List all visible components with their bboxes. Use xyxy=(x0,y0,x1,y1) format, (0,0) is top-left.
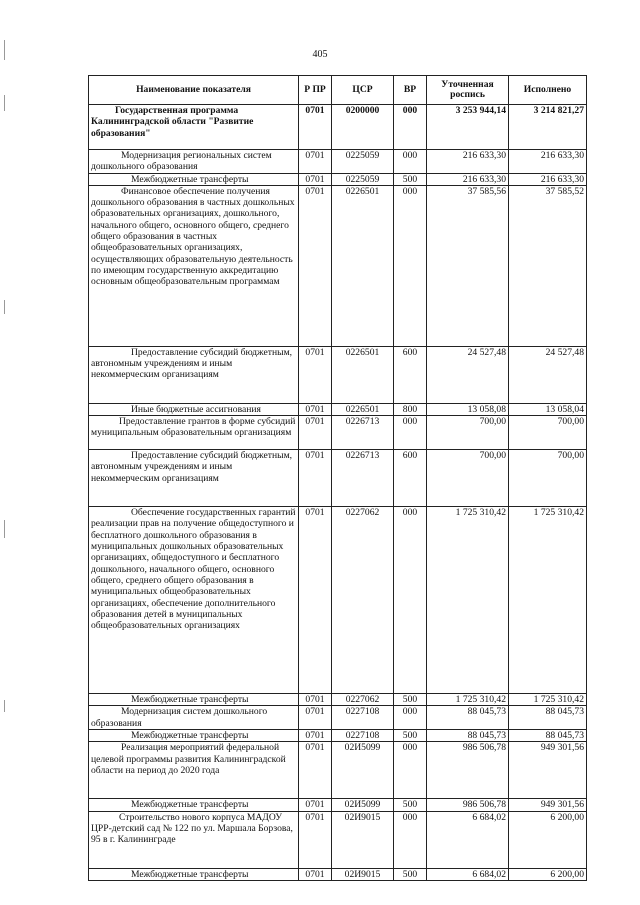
cell-csr: 0226501 xyxy=(332,346,394,403)
cell-csr: 0226501 xyxy=(332,403,394,415)
scan-edge-marks xyxy=(4,0,6,905)
cell-rpr: 0701 xyxy=(299,450,332,507)
cell-rpr: 0701 xyxy=(299,416,332,450)
cell-executed: 216 633,30 xyxy=(509,150,587,174)
cell-rpr: 0701 xyxy=(299,507,332,694)
cell-vr: 000 xyxy=(394,706,427,730)
cell-csr: 0226501 xyxy=(332,185,394,346)
cell-rpr: 0701 xyxy=(299,346,332,403)
cell-name: Модернизация систем дошкольного образования xyxy=(89,706,299,730)
cell-planned: 37 585,56 xyxy=(427,185,509,346)
cell-csr: 0227062 xyxy=(332,507,394,694)
table-row xyxy=(89,346,587,403)
cell-vr: 500 xyxy=(394,868,427,880)
cell-executed: 24 527,48 xyxy=(509,346,587,403)
cell-vr: 000 xyxy=(394,105,427,150)
cell-executed: 1 725 310,42 xyxy=(509,694,587,706)
cell-executed: 1 725 310,42 xyxy=(509,507,587,694)
cell-csr: 0227062 xyxy=(332,694,394,706)
cell-name: Реализация мероприятий федеральной целевой программы развития Калининградской области на период до 2020 года xyxy=(89,742,299,799)
cell-planned: 700,00 xyxy=(427,416,509,450)
cell-rpr: 0701 xyxy=(299,799,332,811)
header-rpr: Р ПР xyxy=(299,76,332,105)
cell-executed: 88 045,73 xyxy=(509,730,587,742)
cell-csr: 0226713 xyxy=(332,450,394,507)
table-row xyxy=(89,742,587,799)
cell-planned: 88 045,73 xyxy=(427,730,509,742)
cell-name: Межбюджетные трансферты xyxy=(89,173,299,185)
header-vr: ВР xyxy=(394,76,427,105)
cell-csr: 02И9015 xyxy=(332,811,394,868)
cell-planned: 986 506,78 xyxy=(427,799,509,811)
cell-planned: 88 045,73 xyxy=(427,706,509,730)
cell-vr: 500 xyxy=(394,694,427,706)
cell-executed: 13 058,04 xyxy=(509,403,587,415)
cell-rpr: 0701 xyxy=(299,868,332,880)
table-row xyxy=(89,868,587,880)
cell-planned: 1 725 310,42 xyxy=(427,694,509,706)
cell-executed: 37 585,52 xyxy=(509,185,587,346)
table-row xyxy=(89,105,587,150)
cell-executed: 700,00 xyxy=(509,416,587,450)
table-row xyxy=(89,811,587,868)
cell-planned: 6 684,02 xyxy=(427,868,509,880)
cell-rpr: 0701 xyxy=(299,742,332,799)
header-executed: Исполнено xyxy=(509,76,587,105)
cell-name: Иные бюджетные ассигнования xyxy=(89,403,299,415)
cell-planned: 986 506,78 xyxy=(427,742,509,799)
cell-name: Предоставление субсидий бюджетным, автономным учреждениям и иным некоммерческим организациям xyxy=(89,346,299,403)
cell-executed: 88 045,73 xyxy=(509,706,587,730)
table-row xyxy=(89,730,587,742)
cell-planned: 6 684,02 xyxy=(427,811,509,868)
budget-table xyxy=(88,75,587,881)
cell-csr: 0227108 xyxy=(332,706,394,730)
cell-executed: 700,00 xyxy=(509,450,587,507)
table-row xyxy=(89,150,587,174)
table-row xyxy=(89,403,587,415)
cell-vr: 000 xyxy=(394,507,427,694)
cell-rpr: 0701 xyxy=(299,150,332,174)
cell-rpr: 0701 xyxy=(299,173,332,185)
table-row xyxy=(89,799,587,811)
cell-planned: 216 633,30 xyxy=(427,150,509,174)
cell-rpr: 0701 xyxy=(299,730,332,742)
cell-vr: 500 xyxy=(394,730,427,742)
cell-planned: 1 725 310,42 xyxy=(427,507,509,694)
cell-vr: 600 xyxy=(394,346,427,403)
cell-name: Финансовое обеспечение получения дошкольного образования в частных дошкольных образовательных организациях, дошкольного, начального общего, основного общего, среднего общего образования в частных общеобразовательных организациях, осуществляющих образовательную деятельность по имеющим государственную аккредитацию основным общеобразовательным программам xyxy=(89,185,299,346)
cell-name: Строительство нового корпуса МАДОУ ЦРР-детский сад № 122 по ул. Маршала Борзова, 95 в г. Калининграде xyxy=(89,811,299,868)
cell-csr: 0226713 xyxy=(332,416,394,450)
cell-name: Межбюджетные трансферты xyxy=(89,799,299,811)
cell-rpr: 0701 xyxy=(299,105,332,150)
cell-executed: 949 301,56 xyxy=(509,742,587,799)
table-row xyxy=(89,706,587,730)
cell-name: Межбюджетные трансферты xyxy=(89,868,299,880)
page-number: 405 xyxy=(312,49,328,60)
cell-planned: 700,00 xyxy=(427,450,509,507)
table-row xyxy=(89,507,587,694)
cell-name: Модернизация региональных систем дошкольного образования xyxy=(89,150,299,174)
cell-rpr: 0701 xyxy=(299,694,332,706)
table-row xyxy=(89,694,587,706)
table-row xyxy=(89,450,587,507)
cell-vr: 000 xyxy=(394,150,427,174)
cell-csr: 0200000 xyxy=(332,105,394,150)
cell-executed: 6 200,00 xyxy=(509,811,587,868)
header-name: Наименование показателя xyxy=(89,76,299,105)
header-planned: Уточненная роспись xyxy=(427,76,509,105)
cell-name: Предоставление субсидий бюджетным, автономным учреждениям и иным некоммерческим организациям xyxy=(89,450,299,507)
cell-rpr: 0701 xyxy=(299,811,332,868)
cell-planned: 13 058,08 xyxy=(427,403,509,415)
cell-planned: 216 633,30 xyxy=(427,173,509,185)
table-header-row xyxy=(89,76,587,105)
cell-vr: 600 xyxy=(394,450,427,507)
cell-name: Обеспечение государственных гарантий реализации прав на получение общедоступного и бесплатного дошкольного образования в муниципальных дошкольных образовательных организациях, общедоступного и бесплатного дошкольного, начального общего, основного общего, среднего общего образования в муниципальных общеобразовательных организациях, обеспечение дополнительного образования детей в муниципальных общеобразовательных организациях xyxy=(89,507,299,694)
cell-name: Предоставление грантов в форме субсидий муниципальным образовательным организациям xyxy=(89,416,299,450)
cell-csr: 02И5099 xyxy=(332,742,394,799)
cell-executed: 6 200,00 xyxy=(509,868,587,880)
cell-vr: 000 xyxy=(394,742,427,799)
cell-vr: 000 xyxy=(394,416,427,450)
cell-planned: 24 527,48 xyxy=(427,346,509,403)
cell-vr: 500 xyxy=(394,799,427,811)
cell-name: Межбюджетные трансферты xyxy=(89,694,299,706)
cell-executed: 216 633,30 xyxy=(509,173,587,185)
cell-vr: 500 xyxy=(394,173,427,185)
cell-rpr: 0701 xyxy=(299,185,332,346)
cell-vr: 000 xyxy=(394,811,427,868)
cell-rpr: 0701 xyxy=(299,403,332,415)
cell-planned: 3 253 944,14 xyxy=(427,105,509,150)
cell-executed: 3 214 821,27 xyxy=(509,105,587,150)
cell-csr: 02И9015 xyxy=(332,868,394,880)
header-csr: ЦСР xyxy=(332,76,394,105)
cell-csr: 0225059 xyxy=(332,173,394,185)
cell-executed: 949 301,56 xyxy=(509,799,587,811)
table-row xyxy=(89,185,587,346)
cell-csr: 0227108 xyxy=(332,730,394,742)
cell-vr: 800 xyxy=(394,403,427,415)
cell-vr: 000 xyxy=(394,185,427,346)
cell-csr: 0225059 xyxy=(332,150,394,174)
cell-name: Государственная программа Калининградской области "Развитие образования" xyxy=(89,105,299,150)
cell-csr: 02И5099 xyxy=(332,799,394,811)
table-row xyxy=(89,416,587,450)
cell-rpr: 0701 xyxy=(299,706,332,730)
table-row xyxy=(89,173,587,185)
cell-name: Межбюджетные трансферты xyxy=(89,730,299,742)
